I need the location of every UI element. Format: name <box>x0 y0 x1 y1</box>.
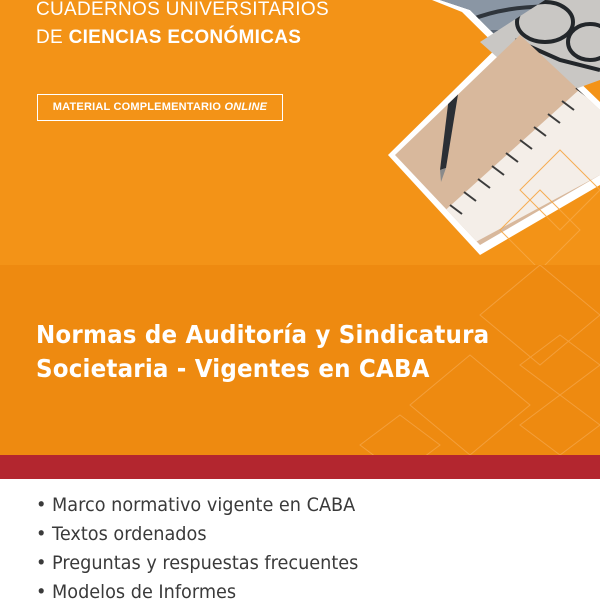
feature-item: • Preguntas y respuestas frecuentes <box>36 552 359 574</box>
feature-item: • Textos ordenados <box>36 523 207 545</box>
series-line-1: CUADERNOS UNIVERSITARIOS <box>36 0 329 20</box>
book-title-line-2: Societaria - Vigentes en CABA <box>36 354 430 383</box>
series-line-2 <box>36 26 301 50</box>
badge-text: MATERIAL COMPLEMENTARIO <box>52 101 225 113</box>
red-divider-bar <box>0 455 600 479</box>
cover-top-section <box>0 0 600 265</box>
feature-item: • Modelos de Informes <box>36 581 237 603</box>
book-title <box>36 318 489 386</box>
feature-item: • Marco normativo vigente en CABA <box>36 494 356 516</box>
book-title-line-1: Normas de Auditoría y Sindicatura <box>36 320 490 349</box>
badge-italic-text: ONLINE <box>224 101 268 113</box>
features-list <box>36 491 358 607</box>
series-line-2-bold: CIENCIAS ECONÓMICAS <box>68 27 302 48</box>
online-material-badge <box>37 94 283 121</box>
series-line-2-prefix: DE <box>36 27 69 48</box>
